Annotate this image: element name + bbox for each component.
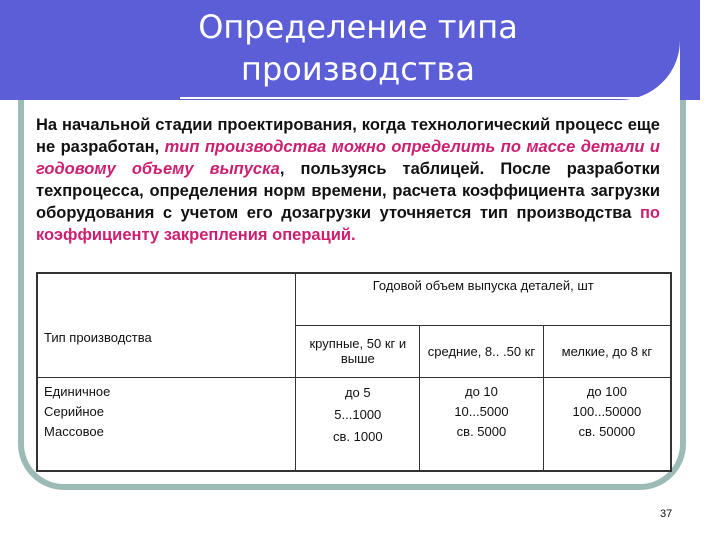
paragraph-highlight-italic: тип производства можно определить по массе детали и годовому объему выпуска xyxy=(36,138,660,178)
paragraph-text-2: , пользуясь таблицей. После разработки техпроцесса, определения норм времени, расчета коэффициента загрузки оборудования с учетом его дозагрузки уточняется тип производства xyxy=(36,160,660,222)
body-paragraph xyxy=(36,114,660,246)
title-line-2: производства xyxy=(241,50,475,88)
paragraph-highlight: по коэффициенту закрепления операций. xyxy=(36,204,660,244)
table-cell: до 10 xyxy=(465,383,498,399)
column-header-small xyxy=(543,325,671,377)
table-cell: св. 5000 xyxy=(456,423,507,439)
table-cell: св. 50000 xyxy=(578,423,636,439)
table-cell: до 100 xyxy=(586,383,627,399)
type-serial: Серийное xyxy=(44,403,105,419)
row-header-cell xyxy=(37,273,296,377)
row-header-label: Тип производства xyxy=(44,329,152,345)
title-line-1: Определение типа xyxy=(198,8,518,46)
table-cell: св. 1000 xyxy=(333,428,383,444)
title-band xyxy=(0,0,700,100)
values-large-cell xyxy=(296,377,420,471)
column-header-medium xyxy=(420,325,544,377)
column-header-label: мелкие, до 8 кг xyxy=(561,343,653,359)
column-header-label: средние, 8.. .50 кг xyxy=(427,343,536,359)
table-cell: до 5 xyxy=(344,384,371,400)
table-cell: 100...50000 xyxy=(572,403,642,419)
column-header-label: крупные, 50 кг и выше xyxy=(309,336,407,366)
values-medium-cell xyxy=(420,377,544,471)
table-cell: 10...5000 xyxy=(454,403,509,419)
title-underline xyxy=(180,97,638,99)
type-mass: Массовое xyxy=(44,423,104,439)
production-types-cell xyxy=(37,377,296,471)
group-header-cell xyxy=(296,273,671,325)
slide-title xyxy=(108,6,608,90)
production-type-table xyxy=(36,272,672,472)
values-small-cell xyxy=(543,377,671,471)
page-number: 37 xyxy=(660,508,673,520)
type-single: Единичное xyxy=(44,383,111,399)
column-header-large xyxy=(296,325,420,377)
paragraph-text-1: На начальной стадии проектирования, когда технологический процесс еще не разработан, xyxy=(36,116,660,156)
table-cell: 5...1000 xyxy=(334,406,382,422)
group-header-label: Годовой объем выпуска деталей, шт xyxy=(372,278,594,293)
